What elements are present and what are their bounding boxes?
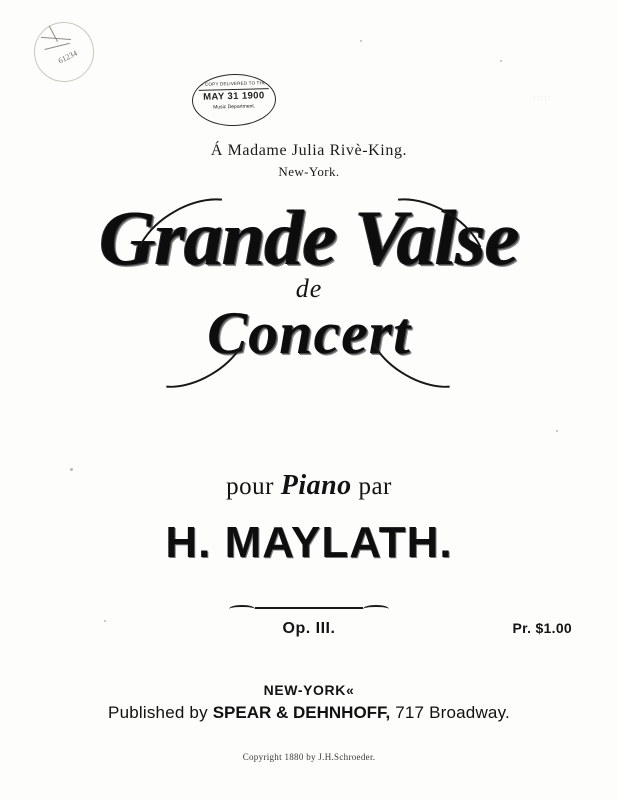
dedication xyxy=(0,142,618,180)
title-sub: Concert xyxy=(207,300,411,366)
publisher-prefix: Published by xyxy=(108,703,213,722)
instrument-line xyxy=(0,470,618,502)
library-date-stamp xyxy=(191,73,276,127)
dedication-line-1: Á Madame Julia Rivè-King. xyxy=(210,142,408,159)
title-main: Grande Valse xyxy=(99,194,519,281)
paper-speck xyxy=(500,60,502,62)
instrument-prefix: pour xyxy=(226,473,281,500)
composer-name: H. MAYLATH. xyxy=(165,518,453,567)
imprint-publisher xyxy=(0,703,618,723)
imprint-city: NEW-YORK« xyxy=(263,682,355,698)
stamp-bottom-text: Music Department. xyxy=(213,103,256,111)
price-label: Pr. $1.00 xyxy=(512,620,572,636)
publisher-name: SPEAR & DEHNHOFF, xyxy=(212,703,391,722)
title-connector: de xyxy=(295,274,323,303)
instrument-name: Piano xyxy=(280,470,352,501)
ghost-stamp: ::::: xyxy=(533,96,553,102)
accession-mark xyxy=(30,18,98,86)
title-block xyxy=(0,196,618,364)
publisher-address: 717 Broadway. xyxy=(390,703,510,722)
accession-number: 61234 xyxy=(56,48,79,66)
copyright-notice: Copyright 1880 by J.H.Schroeder. xyxy=(242,752,376,762)
dedication-line-2: New-York. xyxy=(278,164,340,179)
paper-speck xyxy=(360,40,362,42)
instrument-suffix: par xyxy=(351,473,392,500)
opus-number: Op. III. xyxy=(282,620,336,637)
paper-speck xyxy=(556,430,558,432)
stamp-top-text: « COPY DELIVERED TO THE xyxy=(200,80,267,87)
ornamental-divider xyxy=(255,607,363,609)
stamp-date: MAY 31 1900 xyxy=(203,89,265,103)
